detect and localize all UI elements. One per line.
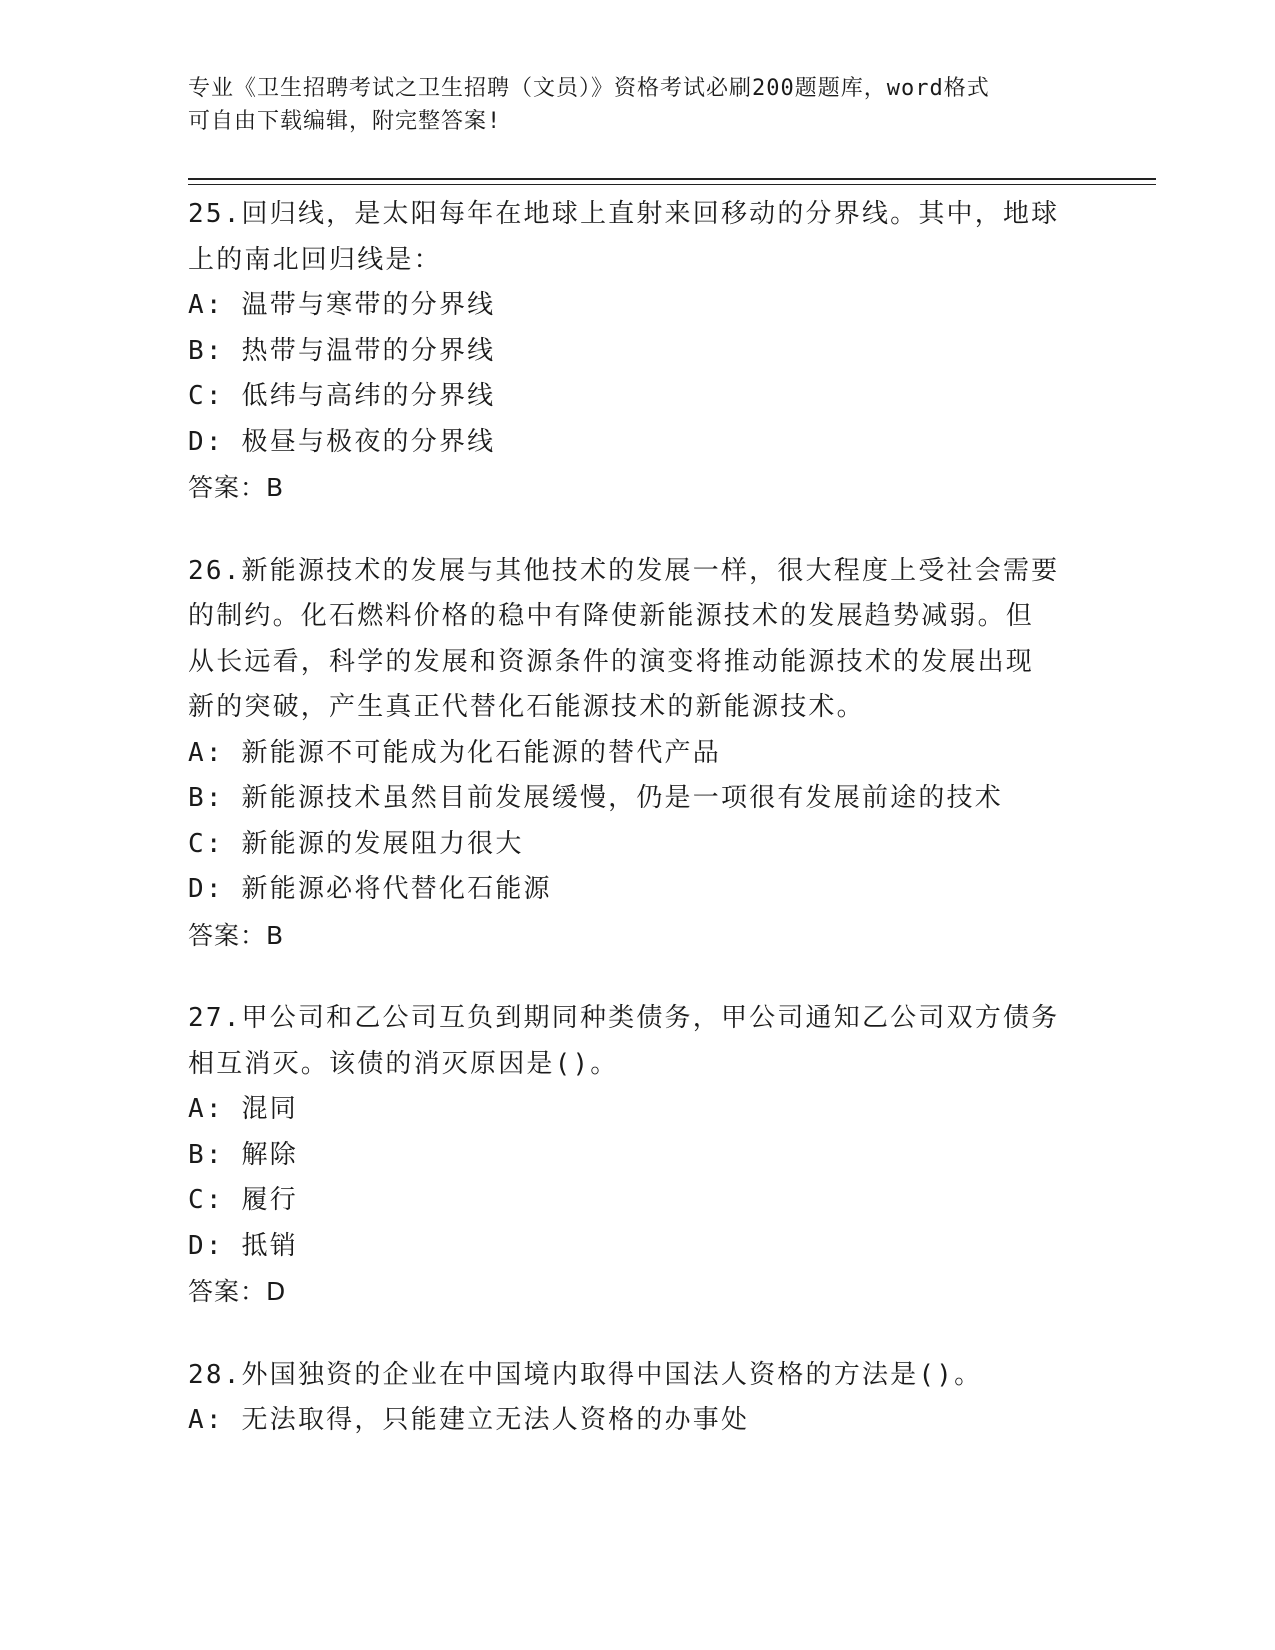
option-a: A: 混同 [188, 1094, 298, 1124]
header-line-1: 专业《卫生招聘考试之卫生招聘（文员）》资格考试必刷200题题库，word格式 [188, 76, 990, 101]
option-d: D: 极昼与极夜的分界线 [188, 426, 496, 457]
question-stem-line: 从长远看，科学的发展和资源条件的演变将推动能源技术的发展出现 [188, 646, 1035, 677]
option-d: D: 抵销 [188, 1230, 298, 1261]
question-28 [188, 1353, 1088, 1444]
option-d: D: 新能源必将代替化石能源 [188, 874, 552, 904]
header-divider-thick [188, 178, 1156, 180]
option-b: B: 热带与温带的分界线 [188, 335, 496, 366]
question-stem-line: 25.回归线，是太阳每年在地球上直射来回移动的分界线。其中，地球 [188, 199, 1060, 229]
question-list [188, 192, 1088, 1482]
option-a: A: 无法取得，只能建立无法人资格的办事处 [188, 1405, 750, 1435]
option-c: C: 新能源的发展阻力很大 [188, 828, 524, 859]
answer-line: 答案：B [188, 920, 285, 950]
header-divider-thin [188, 184, 1156, 185]
question-stem-line: 相互消灭。该债的消灭原因是()。 [188, 1048, 619, 1079]
answer-line: 答案：D [188, 1277, 287, 1306]
question-stem-line: 的制约。化石燃料价格的稳中有降使新能源技术的发展趋势减弱。但 [188, 601, 1035, 631]
question-stem-line: 26.新能源技术的发展与其他技术的发展一样，很大程度上受社会需要 [188, 555, 1060, 586]
question-stem-line: 28.外国独资的企业在中国境内取得中国法人资格的方法是()。 [188, 1359, 983, 1390]
question-25 [188, 192, 1088, 511]
option-a: A: 温带与寒带的分界线 [188, 290, 496, 320]
option-c: C: 低纬与高纬的分界线 [188, 381, 496, 411]
question-26 [188, 549, 1088, 959]
answer-line: 答案：B [188, 473, 285, 502]
question-27 [188, 996, 1088, 1315]
option-a: A: 新能源不可能成为化石能源的替代产品 [188, 737, 721, 768]
option-b: B: 新能源技术虽然目前发展缓慢，仍是一项很有发展前途的技术 [188, 783, 1003, 813]
question-stem-line: 上的南北回归线是： [188, 244, 442, 275]
option-b: B: 解除 [188, 1139, 298, 1170]
option-c: C: 履行 [188, 1185, 298, 1215]
header-line-2: 可自由下载编辑，附完整答案! [188, 109, 502, 134]
question-stem-line: 新的突破，产生真正代替化石能源技术的新能源技术。 [188, 692, 865, 722]
document-header [188, 72, 1088, 138]
question-stem-line: 27.甲公司和乙公司互负到期同种类债务，甲公司通知乙公司双方债务 [188, 1003, 1060, 1033]
